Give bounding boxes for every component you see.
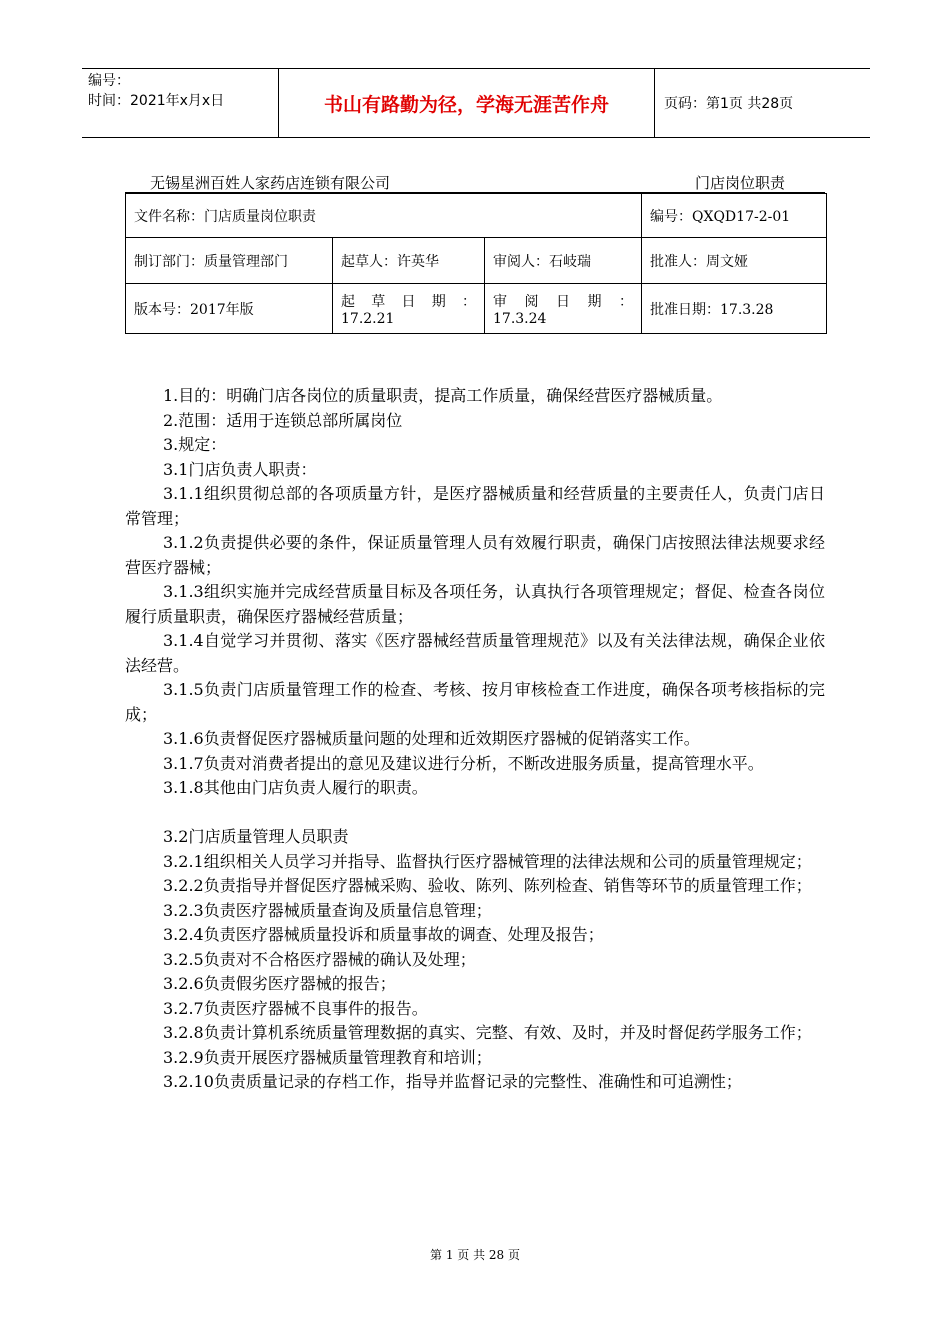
version-cell: 版本号：2017年版 [126,284,333,334]
paragraph: 3.2.9负责开展医疗器械质量管理教育和培训； [163,1047,492,1067]
drafter-cell: 起草人：许英华 [333,238,485,284]
header-page-info: 页码：第1页 共28页 [664,96,794,112]
paragraph: 1.目的：明确门店各岗位的质量职责，提高工作质量，确保经营医疗器械质量。 [163,386,723,405]
paragraph: 3.2.5负责对不合格医疗器械的确认及处理； [163,949,476,969]
paragraph: 3.2.7负责医疗器械不良事件的报告。 [163,998,428,1018]
draft-date-value: 17.2.21 [341,310,395,327]
paragraph: 2.范围：适用于连锁总部所属岗位 [163,410,403,430]
paragraph: 3.1.8其他由门店负责人履行的职责。 [163,778,428,797]
paragraph: 3.规定： [163,435,227,454]
paragraph: 3.2.4负责医疗器械质量投诉和质量事故的调查、处理及报告； [163,925,604,944]
paragraph: 3.1.7负责对消费者提出的意见及建议进行分析，不断改进服务质量，提高管理水平。 [163,753,764,773]
dept-cell: 制订部门：质量管理部门 [126,238,333,284]
header-divider [654,69,655,137]
paragraph: 3.1.3组织实施并完成经营质量目标及各项任务，认真执行各项管理规定；督促、检查各岗位履行质量职责，确保医疗器械经营质量； [125,582,825,626]
file-name-cell: 文件名称：门店质量岗位职责 [126,194,642,238]
approve-date-cell: 批准日期：17.3.28 [642,284,827,334]
approver-cell: 批准人：周文娅 [642,238,827,284]
info-row [126,284,827,334]
company-name: 无锡星洲百姓人家药店连锁有限公司 [150,174,391,192]
blank-line [125,801,825,826]
paragraph: 3.1门店负责人职责： [163,459,317,479]
time-label: 时间：2021年x月x日 [88,93,225,109]
paragraph: 3.1.6负责督促医疗器械质量问题的处理和近效期医疗器械的促销落实工作。 [163,729,700,748]
review-date-cell [485,284,642,334]
document-body [125,384,825,1095]
info-row [126,238,827,284]
number-label: 编号： [88,73,130,89]
header-motto: 书山有路勤为径，学海无涯苦作舟 [323,93,609,116]
code-cell: 编号：QXQD17-2-01 [642,194,827,238]
paragraph: 3.1.4自觉学习并贯彻、落实《医疗器械经营质量管理规范》以及有关法律法规，确保企业依法经营。 [125,631,825,675]
paragraph: 3.2.8负责计算机系统质量管理数据的真实、完整、有效、及时，并及时督促药学服务工作； [163,1023,812,1042]
page-footer: 第 1 页 共 28 页 [430,1248,520,1262]
paragraph: 3.2.6负责假劣医疗器械的报告； [163,974,396,993]
page-header [82,68,870,138]
review-date-label: 审 阅 日 期 ： [493,293,633,310]
draft-date-label: 起 草 日 期 ： [341,293,476,310]
paragraph: 3.2门店质量管理人员职责 [163,827,349,846]
header-meta [88,71,278,111]
review-date-value: 17.3.24 [493,310,547,327]
paragraph: 3.2.2负责指导并督促医疗器械采购、验收、陈列、陈列检查、销售等环节的质量管理工作； [163,876,812,895]
draft-date-cell [333,284,485,334]
paragraph: 3.1.2负责提供必要的条件，保证质量管理人员有效履行职责，确保门店按照法律法规要求经营医疗器械； [125,533,825,577]
paragraph: 3.2.10负责质量记录的存档工作，指导并监督记录的完整性、准确性和可追溯性； [163,1072,742,1091]
document-info-table [125,193,827,334]
paragraph: 3.2.3负责医疗器械质量查询及质量信息管理； [163,900,492,920]
info-row [126,194,827,238]
reviewer-cell: 审阅人：石岐瑞 [485,238,642,284]
paragraph: 3.1.5负责门店质量管理工作的检查、考核、按月审核检查工作进度，确保各项考核指标的完成； [125,680,825,724]
paragraph: 3.1.1组织贯彻总部的各项质量方针，是医疗器械质量和经营质量的主要责任人，负责门店日常管理； [125,484,825,528]
paragraph: 3.2.1组织相关人员学习并指导、监督执行医疗器械管理的法律法规和公司的质量管理规定； [163,851,812,871]
document-type: 门店岗位职责 [695,174,786,192]
